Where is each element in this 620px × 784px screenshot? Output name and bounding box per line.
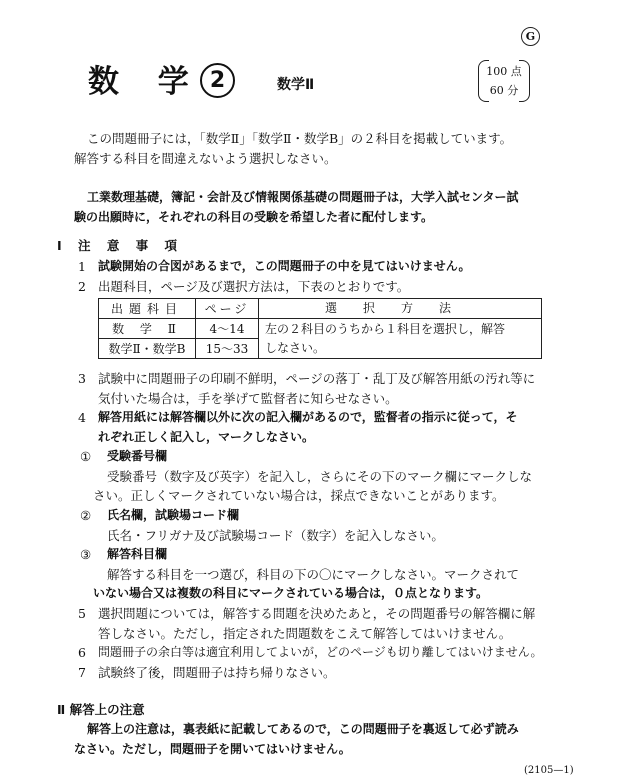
item-number: 4 bbox=[78, 410, 86, 425]
table-header-row bbox=[99, 299, 542, 319]
item-line: 解答する科目を一つ選び，科目の下の〇にマークしなさい。マークされて bbox=[107, 566, 520, 582]
corner-mark: G bbox=[521, 27, 540, 46]
subitem-title: 解答科目欄 bbox=[107, 547, 168, 561]
intro-line-2: 解答する科目を間違えないよう選択しなさい。 bbox=[74, 150, 337, 166]
item-line: いない場合又は複数の科目にマークされている場合は，０点となります。 bbox=[93, 586, 489, 600]
score-time-box bbox=[478, 60, 530, 102]
item-line: さい。正しくマークされていない場合は，採点できないことがあります。 bbox=[93, 488, 505, 503]
subitem-title: 氏名欄，試験場コード欄 bbox=[107, 508, 240, 522]
item-text bbox=[98, 604, 535, 643]
item-line: 試験中に問題冊子の印刷不鮮明，ページの落丁・乱丁及び解答用紙の汚れ等に bbox=[98, 371, 536, 386]
item-line: れぞれ正しく記入し，マークしなさい。 bbox=[98, 429, 315, 444]
distribution-line-2: 験の出願時に，それぞれの科目の受験を希望した者に配付します。 bbox=[74, 209, 434, 224]
cell-subject: 数学Ⅱ・数学B bbox=[99, 339, 196, 359]
method-line-1: 左の２科目のうちから１科目を選択し，解答 bbox=[265, 321, 506, 336]
item-line: 解答用紙には解答欄以外に次の記入欄があるので，監督者の指示に従って，そ bbox=[98, 410, 518, 424]
subjects-table bbox=[98, 298, 542, 359]
item-text: 試験終了後，問題冊子は持ち帰りなさい。 bbox=[98, 665, 336, 680]
distribution-paragraph bbox=[74, 188, 544, 227]
distribution-line-1: 工業数理基礎，簿記・会計及び情報関係基礎の問題冊子は，大学入試センター試 bbox=[87, 190, 519, 204]
page-code: (2105—1) bbox=[524, 765, 574, 776]
minutes-label: 60 分 bbox=[489, 84, 519, 97]
item-number: 6 bbox=[78, 645, 86, 660]
cell-method bbox=[259, 319, 542, 359]
item-line: 答しなさい。ただし，指定された問題数をこえて解答してはいけません。 bbox=[98, 625, 512, 641]
item-line: 受験番号（数字及び英字）を記入し，さらにその下のマーク欄にマークしな bbox=[107, 468, 533, 484]
subitem-title: 受験番号欄 bbox=[107, 449, 168, 463]
section-2-heading: Ⅱ 解答上の注意 bbox=[57, 702, 145, 717]
item-number: 1 bbox=[78, 259, 86, 274]
item-text: 問題冊子の余白等は適宜利用してよいが，どのページも切り離してはいけません。 bbox=[98, 645, 543, 659]
subitem-text bbox=[107, 526, 444, 546]
subitem-text bbox=[93, 467, 533, 506]
answer-notes-paragraph bbox=[74, 720, 564, 759]
subitem-text bbox=[93, 565, 520, 604]
item-line: 解答上の注意は，裏表紙に記載してあるので，この問題冊子を裏返して必ず読み bbox=[87, 722, 519, 736]
item-line: 選択問題については，解答する問題を決めたあと，その問題番号の解答欄に解 bbox=[98, 606, 536, 621]
cell-subject: 数 学 Ⅱ bbox=[99, 319, 196, 339]
cell-pages: 4〜14 bbox=[196, 319, 259, 339]
header-subject: 出題科目 bbox=[99, 299, 196, 319]
item-number: 5 bbox=[78, 606, 86, 621]
header-pages: ページ bbox=[196, 299, 259, 319]
item-number: 7 bbox=[78, 665, 86, 680]
item-line: 気付いた場合は，手を挙げて監督者に知らせなさい。 bbox=[98, 390, 398, 406]
page-title: 数 学 bbox=[88, 64, 203, 100]
intro-paragraph bbox=[74, 129, 544, 168]
item-number: 2 bbox=[78, 279, 86, 294]
method-line-2: しなさい。 bbox=[265, 340, 326, 355]
item-line: 氏名・フリガナ及び試験場コード（数字）を記入しなさい。 bbox=[107, 527, 444, 543]
item-text bbox=[98, 408, 518, 447]
title-number-circle: 2 bbox=[200, 63, 235, 98]
points-label: 100 点 bbox=[486, 65, 522, 78]
table-row bbox=[99, 319, 542, 339]
subitem-mark: ③ bbox=[80, 547, 92, 562]
intro-line-1: この問題冊子には，「数学Ⅱ」「数学Ⅱ・数学B」の２科目を掲載しています。 bbox=[87, 131, 513, 146]
page-subtitle: 数学Ⅱ bbox=[277, 77, 315, 93]
item-text bbox=[98, 369, 535, 408]
item-number: 3 bbox=[78, 371, 86, 386]
subitem-mark: ① bbox=[80, 449, 92, 464]
item-text: 試験開始の合図があるまで，この問題冊子の中を見てはいけません。 bbox=[98, 259, 471, 273]
cell-pages: 15〜33 bbox=[196, 339, 259, 359]
section-1-heading: Ⅰ 注 意 事 項 bbox=[57, 238, 184, 253]
item-text: 出題科目，ページ及び選択方法は，下表のとおりです。 bbox=[98, 279, 410, 294]
item-line: なさい。ただし，問題冊子を開いてはいけません。 bbox=[74, 741, 351, 756]
subitem-mark: ② bbox=[80, 508, 92, 523]
header-method: 選択方法 bbox=[259, 299, 542, 319]
